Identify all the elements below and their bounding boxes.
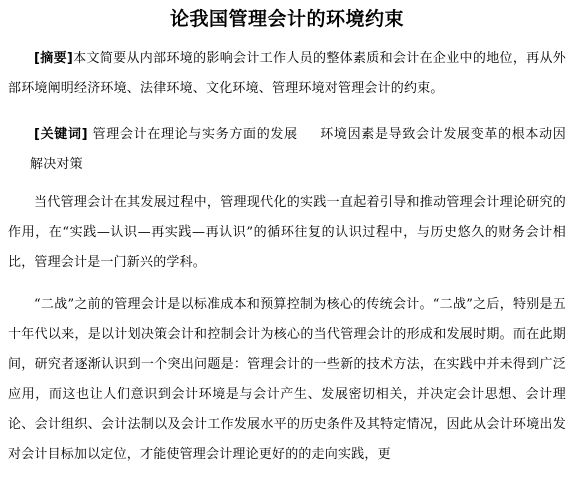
keyword-item: 管理会计在理论与实务方面的发展: [92, 127, 298, 142]
body-paragraph: 当代管理会计在其发展过程中，管理现代化的实践一直起着引导和推动管理会计理论研究的作用，在“实践—认识—再实践—再认识”的循环往复的认识过程中，与历史悠久的财务会计相比，管理会计是一门新兴的学科。: [8, 195, 566, 270]
abstract-paragraph: [8, 44, 566, 104]
document-title: 论我国管理会计的环境约束: [169, 8, 404, 30]
keywords-label: [关键词]: [34, 127, 88, 142]
keyword-item: 环境因素是导致会计发展变革的根本动因: [319, 127, 566, 142]
keywords-paragraph: [8, 120, 566, 180]
abstract-label: [摘要]: [34, 51, 74, 66]
keyword-item: 解决对策: [30, 157, 83, 172]
body-paragraph: “二战”之前的管理会计是以标准成本和预算控制为核心的传统会计。“二战”之后，特别是五十年代以来，是以计划决策会计和控制会计为核心的当代管理会计的形成和发展时期。而在此期间，研究者逐渐认识到一个突出问题是：管理会计的一些新的技术方法，在实践中并未得到广泛应用，而这也让人们意识到会计环境是与会计产生、发展密切相关，并决定会计思想、会计理论、会计组织、会计法制以及会计工作发展水平的历史条件及其特定情况，因此从会计环境出发对会计目标加以定位，才能使管理会计理论更好的的走向实践，更: [8, 297, 566, 462]
abstract-text: 本文简要从内部环境的影响会计工作人员的整体素质和会计在企业中的地位，再从外部环境阐明经济环境、法律环境、文化环境、管理环境对管理会计的约束。: [8, 51, 567, 96]
